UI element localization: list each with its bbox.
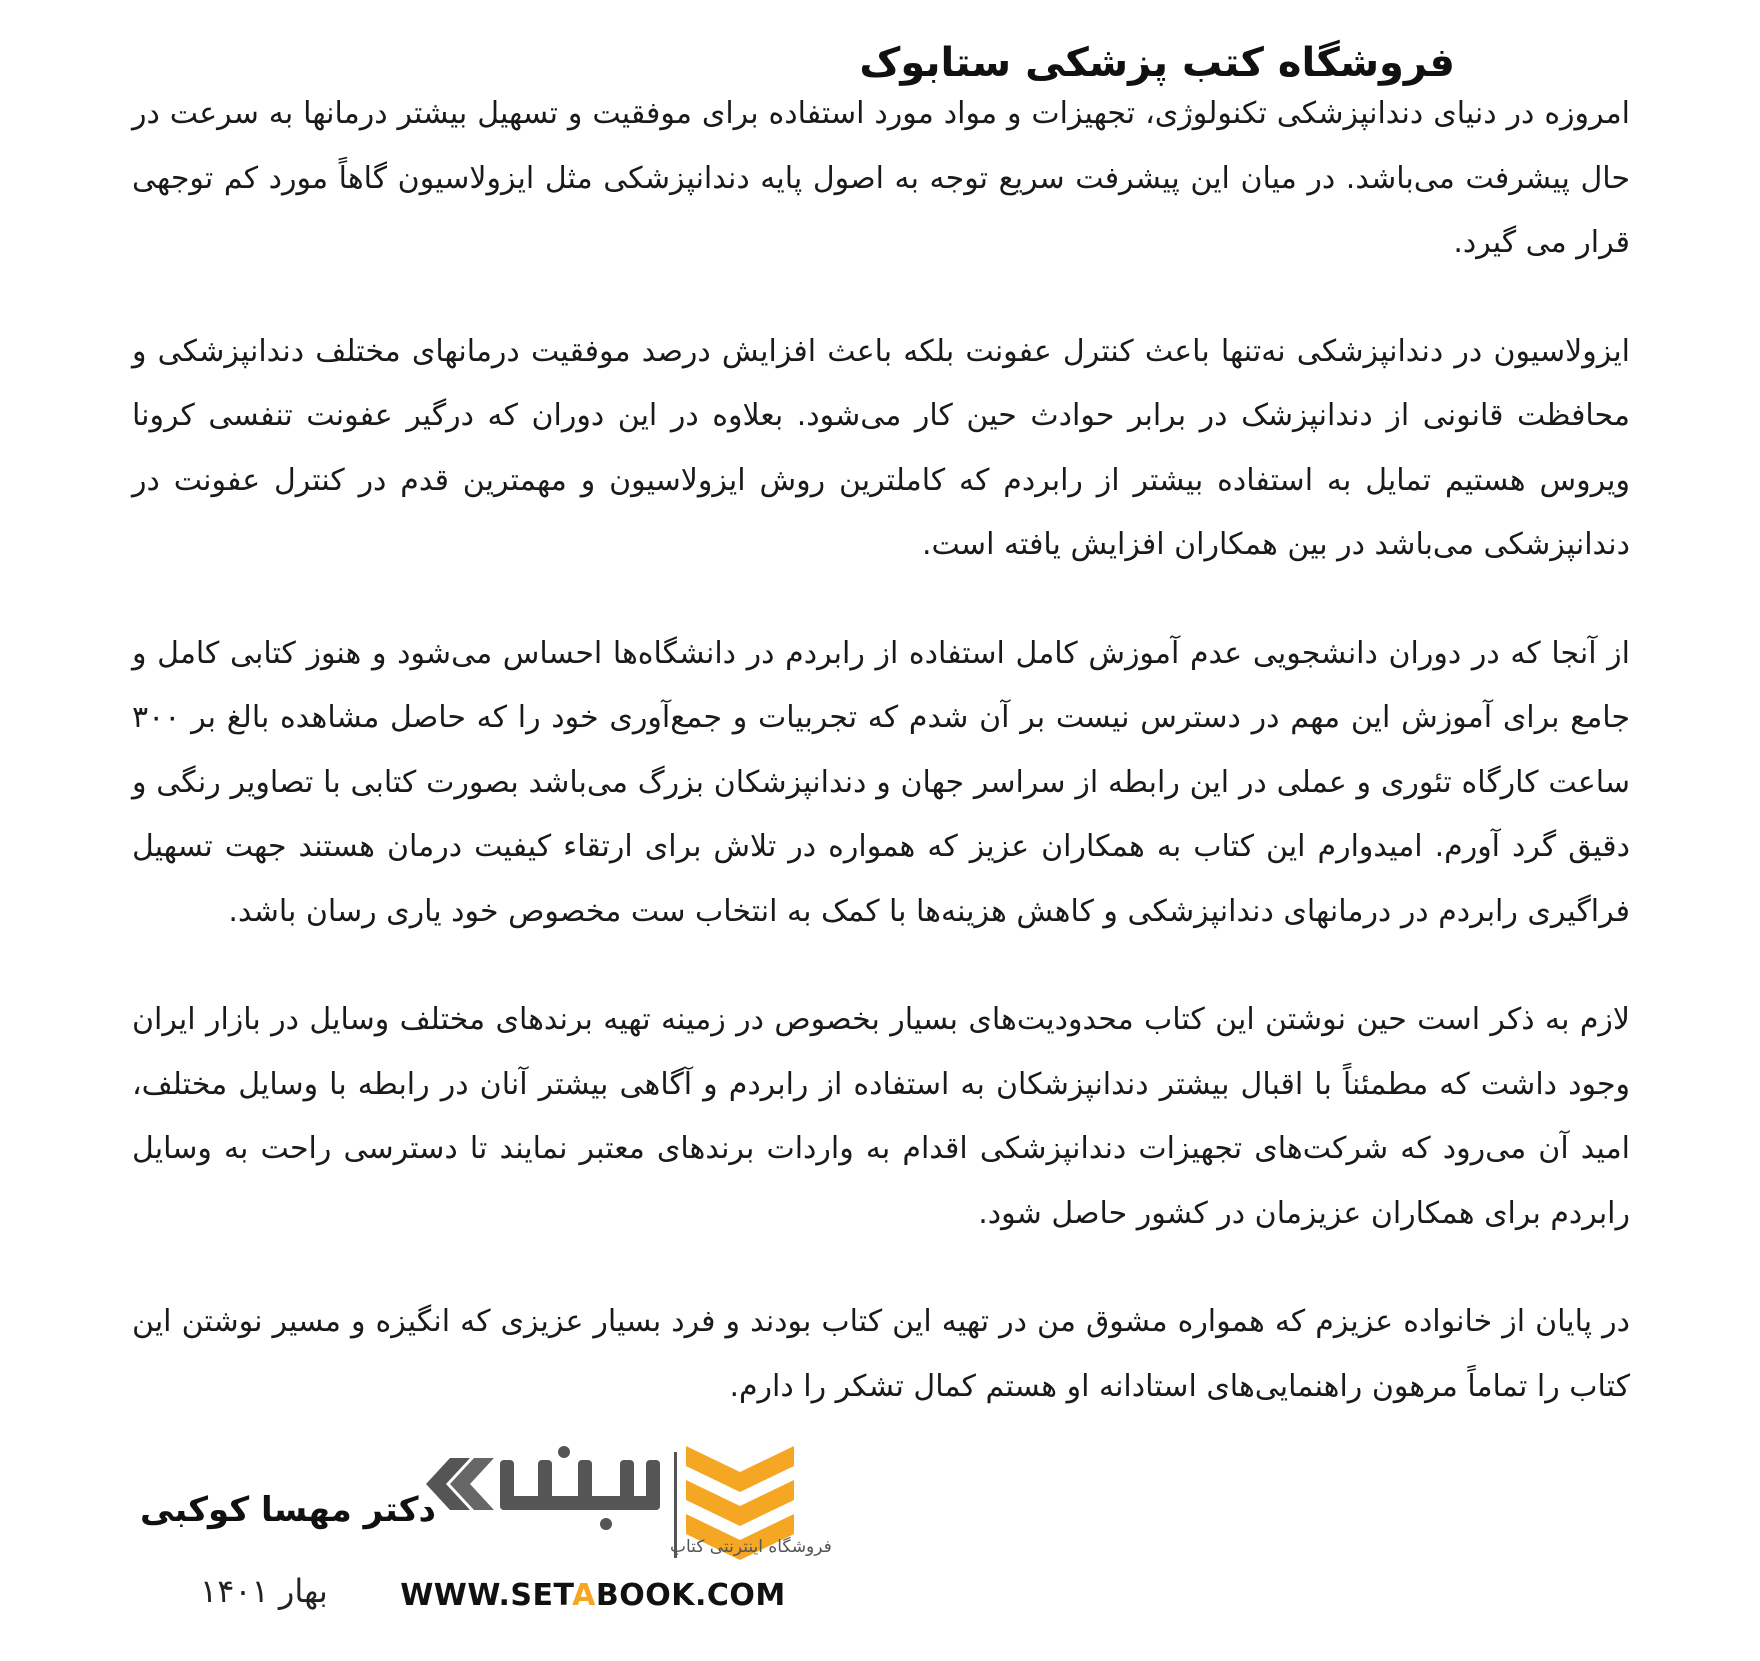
author-signature: دکتر مهسا کوکبی (140, 1490, 436, 1530)
paragraph-5: در پایان از خانواده عزیزم که همواره مشوق من در تهیه این کتاب بودند و فرد بسیار عزیزی که انگیزه و مسیر نوشتن این کتاب را تماماً مرهون راهنمایی‌های استادانه او هستم کمال تشکر را دارم. (132, 1304, 1630, 1404)
signature-date: بهار ۱۴۰۱ (200, 1572, 328, 1610)
paragraph-4: لازم به ذکر است حین نوشتن این کتاب محدودیت‌های بسیار بخصوص در زمینه تهیه برندهای مختلف وسایل در بازار ایران وجود داشت که مطمئناً با اقبال بیشتر دندانپزشکان به استفاده از رابردم و آگاهی بیشتر آنان در رابطه با وسایل مختلف، امید آن می‌رود که شرکت‌های تجهیزات دندانپزشکی اقدام به واردات برندهای معتبر نمایند تا دسترسی راحت به وسایل رابردم برای همکاران عزیزمان در کشور حاصل شود. (132, 1002, 1630, 1231)
paragraph-2: ایزولاسیون در دندانپزشکی نه‌تنها باعث کنترل عفونت بلکه باعث افزایش درصد موفقیت درمانهای مختلف دندانپزشکی و محافظت قانونی از دندانپزشک در برابر حوادث حین کار می‌شود. بعلاوه در این دوران که درگیر عفونت تنفسی کرونا ویروس هستیم تمایل به استفاده بیشتر از رابردم که کاملترین روش ایزولاسیون و مهمترین قدم در کنترل عفونت در دندانپزشکی می‌باشد در بین همکاران افزایش یافته است. (132, 333, 1630, 562)
logo-tagline: فروشگاه اینترنتی کتاب (670, 1537, 832, 1557)
setabook-logo (388, 1440, 832, 1640)
paragraph-1: امروزه در دنیای دندانپزشکی تکنولوژی، تجهیزات و مواد مورد استفاده برای موفقیت و تسهیل بیشتر درمانها به سرعت در حال پیشرفت می‌باشد. در میان این پیشرفت سریع توجه به اصول پایه دندانپزشکی مثل ایزولاسیون گاهاً مورد کم توجهی قرار می گیرد. (132, 96, 1630, 260)
body-text (132, 82, 1630, 1419)
setabook-logo-graphic (388, 1440, 832, 1575)
website-url[interactable]: WWW.SETABOOK.COM (400, 1578, 786, 1613)
page-title: فروشگاه کتب پزشکی ستابوک (859, 40, 1455, 86)
wordmark-graphic (426, 1446, 660, 1530)
paragraph-3: از آنجا که در دوران دانشجویی عدم آموزش کامل استفاده از رابردم در دانشگاه‌ها احساس می‌شود و هنوز کتابی کامل و جامع برای آموزش این مهم در دسترس نیست بر آن شدم که تجربیات و جمع‌آوری خود را که حاصل مشاهده بالغ بر ۳۰۰ ساعت کارگاه تئوری و عملی در این رابطه از سراسر جهان و دندانپزشکان بزرگ می‌باشد بصورت کتابی با تصاویر رنگی و دقیق گرد آورم. امیدوارم این کتاب به همکاران عزیز که همواره در تلاش برای ارتقاء کیفیت درمان هستند جهت تسهیل فراگیری رابردم در درمانهای دندانپزشکی و کاهش هزینه‌ها با کمک به انتخاب ست مخصوص خود یاری رسان باشد. (132, 635, 1630, 929)
